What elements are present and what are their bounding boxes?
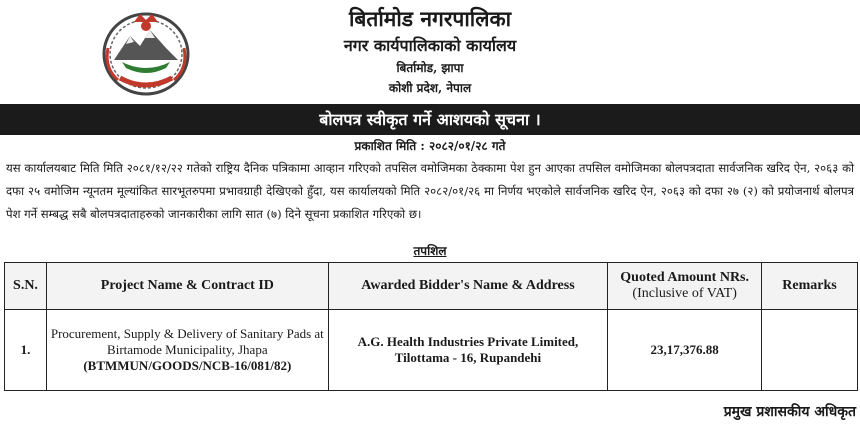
published-date: प्रकाशित मिति : २०८२/०१/२८ गते <box>354 139 506 153</box>
municipality-name: बिर्तामोड नगरपालिका <box>348 6 512 31</box>
office-name: नगर कार्यपालिकाको कार्यालय <box>343 36 517 55</box>
table-header-row <box>5 263 858 310</box>
header-bidder: Awarded Bidder's Name & Address <box>328 263 608 310</box>
signature-title: प्रमुख प्रशासकीय अधिकृत <box>723 404 856 420</box>
header-project: Project Name & Contract ID <box>46 263 328 310</box>
table-row <box>5 310 858 391</box>
bidder-address: Tilottama - 16, Rupandehi <box>394 350 542 365</box>
bidder-name: A.G. Health Industries Private Limited, <box>357 334 579 349</box>
cell-amount: 23,17,376.88 <box>608 310 762 391</box>
header-sn: S.N. <box>5 263 47 310</box>
contract-id: (BTMMUN/GOODS/NCB-16/081/82) <box>83 358 292 373</box>
notice-banner: बोलपत्र स्वीकृत गर्ने आशयको सूचना । <box>0 104 860 135</box>
office-location: बिर्तामोड, झापा <box>396 61 464 75</box>
project-name: Procurement, Supply & Delivery of Sanitary Pads at Birtamode Municipality, Jhapa <box>50 326 324 357</box>
header-amount-sub: (Inclusive of VAT) <box>632 286 737 301</box>
award-table <box>4 262 858 391</box>
nepal-emblem-icon <box>100 8 192 98</box>
header-amount-label: Quoted Amount NRs. <box>620 270 750 285</box>
cell-project <box>46 310 328 391</box>
notice-header <box>0 0 860 103</box>
notice-body: यस कार्यालयबाट मिति मिति २०८१/१२/२२ गतेको राष्ट्रिय दैनिक पत्रिकामा आव्हान गरिएको तपसिल वमोजिमका ठेक्कामा पेश हुन आएका तपसिल वमोजिमका बोलपत्रदाता सार्वजनिक खरिद ऐन, २०६३ को दफा २५ वमोजिम न्यूनतम मूल्यांकित सारभूतरुपमा प्रभावग्राही देखिएको हुँदा, यस कार्यालयको मिति २०८२/०१/२६ मा निर्णय भएकोले सार्वजनिक खरिद ऐन, २०६३ को दफा २७ (२) को प्रयोजनार्थ बोलपत्र पेश गर्ने सम्बद्ध सबै बोलपत्रदाताहरुको जानकारीका लागि सात (७) दिने सूचना प्रकाशित गरिएको छ। <box>6 161 854 221</box>
cell-bidder <box>328 310 608 391</box>
header-remarks: Remarks <box>762 263 858 310</box>
header-amount <box>608 263 762 310</box>
office-province: कोशी प्रदेश, नेपाल <box>388 81 472 95</box>
cell-remarks <box>762 310 858 391</box>
cell-sn: 1. <box>5 310 47 391</box>
details-heading: तपशिल <box>413 244 447 258</box>
